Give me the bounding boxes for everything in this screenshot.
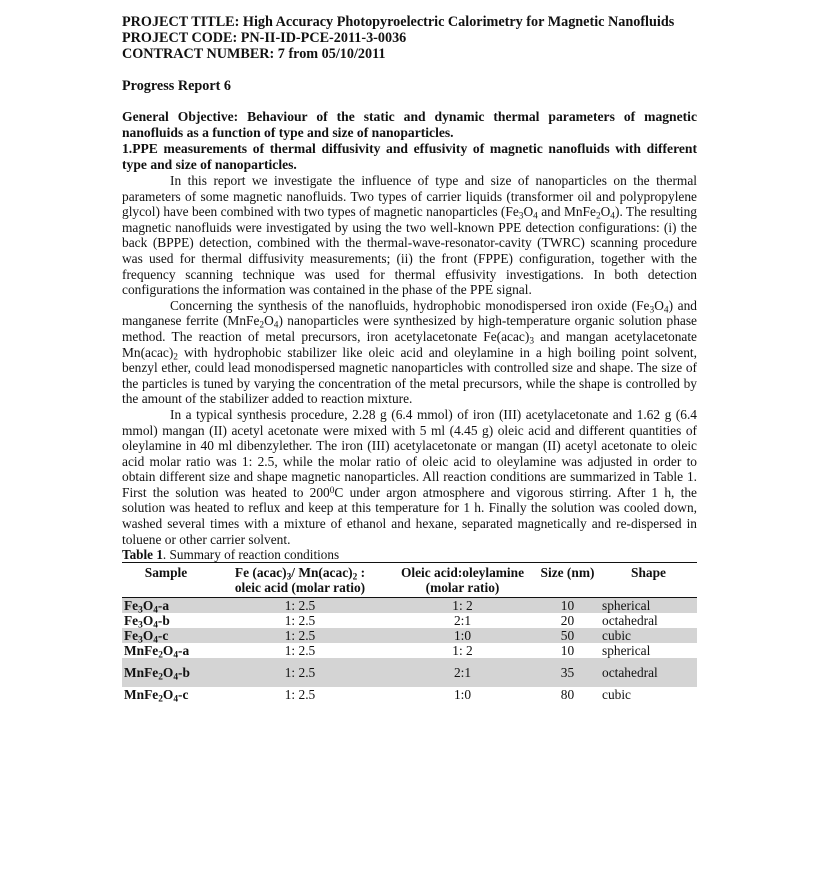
superscript: 0 — [329, 485, 335, 496]
header-sample: Sample — [122, 563, 210, 598]
cell-sample: $Fe_3O_4-c$ — [124, 628, 169, 646]
cell-size: 50 — [560, 628, 575, 644]
text-span: with hydrophobic stabilizer like oleic acid and oleylamine in a high boiling point solvent, benzyl ether, could lead monodispersed magnetic nanoparticles with controlled size and shape. The size of the particles is tuned by varying the concentration of the metal precursors, while the shape is controlled by the amount of the stabilizer added to reaction mixture. — [122, 344, 697, 407]
report-title: Progress Report 6 — [122, 78, 232, 94]
table-row — [122, 643, 697, 658]
table-row — [122, 598, 697, 614]
header-size: Size (nm) — [535, 563, 600, 598]
paragraph-intro — [122, 173, 697, 298]
cell-ratio-metal-oleic: 1: 2.5 — [284, 665, 316, 681]
subscript: 3 — [529, 336, 535, 347]
table-row — [122, 628, 697, 643]
text-span: ) and manganese ferrite ( — [122, 297, 697, 329]
table-row — [122, 658, 697, 687]
table-caption-label: Table 1 — [122, 547, 163, 563]
text-span: C under argon atmosphere and vigorous stirring. After 1 h, the solution was heated to reflux and keep at this temperature for 1 h. Finally the solution was cooled down, washed several times with a mixture of ethanol and hexane, separated magnetically and re-dispersed in toluene or other carrier solvent. — [122, 484, 697, 547]
cell-ratio-oleic-oleylamine: 2:1 — [453, 613, 472, 629]
cell-shape: spherical — [602, 643, 651, 659]
cell-ratio-oleic-oleylamine: 1:0 — [453, 628, 472, 644]
project-title — [122, 14, 697, 30]
text-span: ) nanoparticles were synthesized by high-temperature organic solution phase method. The reaction of metal precursors, iron acetylacetonate Fe(acac) — [122, 313, 697, 344]
table-header-row — [122, 563, 697, 598]
subscript: 2 — [173, 351, 178, 362]
cell-sample: $Fe_3O_4-a$ — [124, 598, 170, 616]
text-span: Concerning the synthesis of the nanofluids, hydrophobic monodispersed iron oxide ( — [170, 297, 637, 313]
reaction-conditions-table — [122, 562, 697, 705]
general-objective: General Objective: Behaviour of the static and dynamic thermal parameters of magnetic nanofluids as a function of type and size of nanoparticles. — [122, 109, 697, 140]
text-span: and mangan acetylacetonate Mn(acac) — [122, 328, 697, 360]
cell-shape: cubic — [602, 628, 631, 644]
cell-ratio-metal-oleic: 1: 2.5 — [284, 598, 316, 614]
cell-sample: $MnFe_2O_4-b$ — [124, 665, 190, 683]
paragraph-synthesis — [122, 298, 697, 407]
header-ratio-oleic-oleylamine: Oleic acid:oleylamine (molar ratio) — [390, 563, 535, 598]
project-title-label: PROJECT TITLE: — [122, 14, 240, 30]
header-ratio-metal-oleic: Fe $(acac)_3/$ $Mn(acac)_2$ : oleic acid (molar ratio) — [210, 563, 390, 598]
project-title-value: High Accuracy Photopyroelectric Calorimetry for Magnetic Nanofluids — [242, 14, 675, 30]
text-span: and — [537, 204, 564, 220]
cell-size: 35 — [560, 665, 575, 681]
cell-ratio-oleic-oleylamine: 1: 2 — [452, 598, 473, 614]
cell-ratio-oleic-oleylamine: 1: 2 — [452, 643, 473, 659]
cell-ratio-metal-oleic: 1: 2.5 — [284, 628, 316, 644]
cell-ratio-metal-oleic: 1: 2.5 — [284, 643, 316, 659]
paragraph-procedure — [122, 407, 697, 547]
text-span: ). The resulting magnetic nanofluids were investigated by using the two well-known PPE detection configurations: (i) the back (BPPE) detection, combined with the thermal-wave-resonator-cavity (TWRC) scanning procedure was used for thermal diffusivity measurements; (ii) the front (FPPE) configuration, together with the frequency scanning technique was used for thermal effusivity investigations. In both detection configurations the information was contained in the phase of the PPE signal. — [122, 204, 697, 298]
cell-ratio-oleic-oleylamine: 2:1 — [453, 665, 472, 681]
cell-sample: $MnFe_2O_4-c$ — [124, 687, 189, 705]
header-shape: Shape — [600, 563, 697, 598]
table-row — [122, 687, 697, 702]
text-span: In this report we investigate the influence of type and size of nanoparticles on the thermal parameters of some magnetic nanofluids. Two types of carrier liquids (transformer oil and polypropylene glycol) have been combined with two types of magnetic nanoparticles ( — [122, 173, 697, 220]
cell-sample: $MnFe_2O_4-a$ — [124, 643, 190, 661]
table-caption-text: . Summary of reaction conditions — [162, 547, 340, 563]
formula-mnfe2o4: $MnFe_2O_4$ — [563, 204, 615, 222]
contract-number: CONTRACT NUMBER: 7 from 05/10/2011 — [122, 46, 386, 62]
cell-shape: spherical — [602, 598, 651, 614]
cell-shape: cubic — [602, 687, 631, 703]
cell-ratio-metal-oleic: 1: 2.5 — [284, 613, 316, 629]
text-span: In a typical synthesis procedure, 2.28 g (6.4 mmol) of iron (III) acetylacetonate and 1.62 g (6.4 mmol) mangan (II) acetyl acetonate were mixed with 5 ml (4.45 g) oleic acid and different quantities of oleylamine in 40 ml dibenzylether. The iron (III) acetylacetonate or mangan (II) acetyl acetonate to oleic acid molar ratio was 1: 2.5, while the molar ratio of oleic acid to oleylamine was adjusted in order to obtain different size and shape magnetic nanoparticles. All reaction conditions are summarized in Table 1. First the solution was heated to 200 — [122, 406, 697, 500]
table-caption — [122, 547, 697, 562]
cell-ratio-oleic-oleylamine: 1:0 — [453, 687, 472, 703]
document-page — [122, 14, 697, 705]
cell-ratio-metal-oleic: 1: 2.5 — [284, 687, 316, 703]
cell-size: 80 — [560, 687, 575, 703]
formula-fe3o4: $Fe_3O_4$ — [505, 204, 538, 222]
cell-sample: $Fe_3O_4-b$ — [124, 613, 170, 631]
cell-shape: octahedral — [602, 613, 658, 629]
cell-size: 20 — [560, 613, 575, 629]
cell-size: 10 — [560, 643, 575, 659]
formula-mnfe2o4: $MnFe_2O_4$ — [227, 313, 279, 331]
table-row — [122, 613, 697, 628]
project-code: PROJECT CODE: PN-II-ID-PCE-2011-3-0036 — [122, 30, 407, 46]
formula-fe3o4: $Fe_3O_4$ — [636, 297, 669, 316]
section-heading: 1.PPE measurements of thermal diffusivity and effusivity of magnetic nanofluids with different type and size of nanoparticles. — [122, 141, 697, 172]
cell-size: 10 — [560, 598, 575, 614]
cell-shape: octahedral — [602, 665, 658, 681]
